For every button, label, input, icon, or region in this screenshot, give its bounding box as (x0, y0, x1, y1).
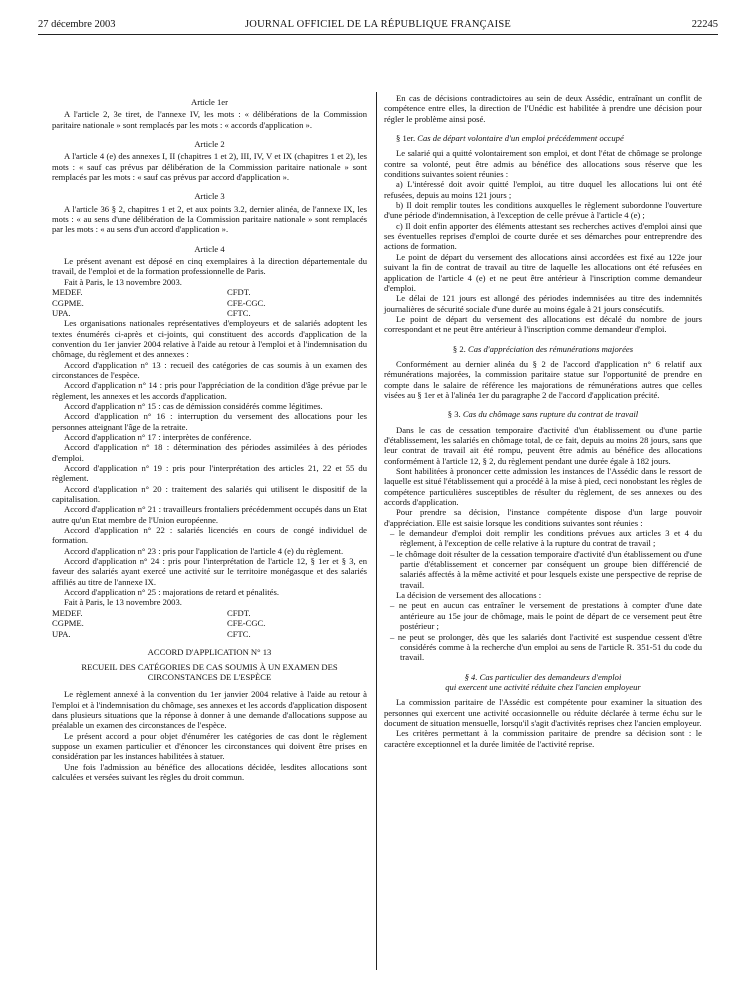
section-3-heading (384, 409, 702, 419)
accord-list-item: Accord d'application n° 18 : détermination des périodes assimilées à des périodes d'emploi. (52, 442, 367, 463)
accord-list-item: Accord d'application n° 21 : travailleurs frontaliers précédemment occupés dans un Etat autre qu'un Etat membre de l'Union européenne. (52, 504, 367, 525)
section-1-heading (384, 133, 702, 143)
signatory: UPA. (52, 307, 71, 318)
signatories-row (52, 287, 367, 297)
dash-list-item: – ne peut en aucun cas entraîner le versement de prestations à compter d'une date antérieure au 15e jour de chômage, mais le point de départ de ce versement peut être postérieur ; (390, 600, 702, 632)
accord-list-item: Accord d'application n° 19 : pris pour l'interprétation des articles 21, 22 et 55 du règlement. (52, 463, 367, 484)
section-title: Cas d'appréciation des rémunérations majorées (467, 343, 634, 354)
accord-list-item: Accord d'application n° 13 : recueil des catégories de cas soumis à un examen des circonstances de l'espèce. (52, 359, 367, 380)
accord-list-item: Accord d'application n° 14 : pris pour l'appréciation de la condition d'âge prévue par le règlement, les annexes et les accords d'application. (52, 380, 367, 401)
accord-list-item: Accord d'application n° 17 : interprètes de conférence. (64, 431, 252, 442)
article-3-title: Article 3 (194, 191, 225, 202)
section-number: § 1er. (396, 133, 416, 144)
signatory: CFTC. (227, 307, 251, 318)
accord-list-item: Accord d'application n° 24 : pris pour l'interprétation de l'article 12, § 1er et § 3, en faveur des salariés ayant exercé une activité sur le territoire monégasque et des salariés affiliés au titre de l'annexe IX. (52, 556, 367, 587)
signing-place-date: Fait à Paris, le 13 novembre 2003. (64, 597, 182, 608)
condition-item: b) Il doit remplir toutes les conditions auxquelles le règlement subordonne l'ouverture d'une période d'indemnisation, à l'exception de celle prévue à l'article 4 (e) ; (384, 200, 702, 221)
body-paragraph: Une fois l'admission au bénéfice des allocations décidée, lesdites allocations sont calculées et versées suivant les règles du droit commun. (52, 761, 367, 782)
signatory: CFE-CGC. (227, 297, 266, 308)
body-paragraph: Le point de départ du versement des allocations est décalé du nombre de jours correspondant et ne peut être antérieur à l'inscription comme demandeur d'emploi. (384, 313, 702, 335)
signatory: CGPME. (52, 297, 84, 308)
body-paragraph: Le point de départ du versement des allocations ainsi accordées est fixé au 122e jour suivant la fin de contrat de travail au titre de laquelle les allocations ont été refusées en application de l'article 4 (e) et ne peut être antérieur à l'inscription comme demandeur d'emploi. (384, 251, 702, 293)
signing-place-date: Fait à Paris, le 13 novembre 2003. (64, 276, 182, 287)
intro-paragraph: Les organisations nationales représentatives d'employeurs et de salariés adoptent les textes énumérés ci-après et ci-joints, qui constituent des accords d'application de la convention du 1er janvier 2004 relative à l'aide au retour à l'emploi et à l'indemnisation du chômage, du règlement et des annexes : (52, 318, 367, 360)
header-rule (38, 34, 718, 35)
accord-13-subheading: RECUEIL DES CATÉGORIES DE CAS SOUMIS À UN EXAMEN DES CIRCONSTANCES DE L'ESPÈCE (81, 662, 338, 683)
accord-list-item: Accord d'application n° 22 : salariés licenciés en cours de congé individuel de formation. (52, 525, 367, 546)
accord-13-heading: ACCORD D'APPLICATION N° 13 (147, 646, 272, 657)
signatories-row (52, 608, 367, 618)
body-paragraph: Sont habilitées à prononcer cette admission les instances de l'Assédic dans le ressort de laquelle est situé l'établissement qui a procédé à la mise à pied, ceci nonobstant les règles de compétence particulières susceptibles de résulter du règlement, de ses annexes ou des accords d'application. (384, 466, 702, 508)
signatories-row (52, 308, 367, 318)
article-1-title: Article 1er (191, 97, 228, 107)
body-paragraph: Le salarié qui a quitté volontairement son emploi, et dont l'état de chômage se prolonge contre sa volonté, peut être admis au bénéfice des allocations sous réserve que les conditions suivantes soient réunies : (384, 148, 702, 180)
dash-list-item: – ne peut se prolonger, dès que les salariés dont l'activité est suspendue cessent d'être considérés comme à la recherche d'un emploi au sens de l'article R. 351-51 du code du travail. (390, 631, 702, 663)
signatory: MEDEF. (52, 287, 83, 298)
header-journal-title: JOURNAL OFFICIEL DE LA RÉPUBLIQUE FRANÇAISE (245, 19, 511, 30)
body-paragraph: Dans le cas de cessation temporaire d'activité d'un établissement ou d'une partie d'établissement, les salariés en chômage total, de ce fait, depuis au moins 28 jours, sans que leur contrat de travail ait été rompu, peuvent être admis au bénéfice des allocations conformément à l'article 12, § 2, du règlement pendant une durée égale à 182 jours. (384, 424, 702, 466)
condition-item: a) L'intéressé doit avoir quitté l'emploi, au titre duquel les allocations lui ont été refusées, depuis au moins 121 jours ; (384, 179, 702, 200)
body-paragraph: Pour prendre sa décision, l'instance compétente dispose d'un large pouvoir d'appréciation. Elle est saisie lorsque les conditions suivantes sont réunies : (384, 507, 702, 528)
body-paragraph: Le délai de 121 jours est allongé des périodes indemnisées au titre des indemnités journalières de sécurité sociale d'une durée au moins égale à 21 jours consécutifs. (384, 293, 702, 314)
article-1-text: A l'article 2, 3e tiret, de l'annexe IV, les mots : « délibérations de la Commission paritaire nationale » sont remplacés par les mots : « accords d'application ». (52, 109, 367, 130)
page-header (38, 18, 718, 32)
dash-list-item: – le chômage doit résulter de la cessation temporaire d'activité d'un établissement ou d'une partie d'établissement et concerner par conséquent un groupe bien différencié de salariés affectés à la même activité et pour lesquels existe une perspective de reprise de travail. (390, 548, 702, 590)
header-page-number: 22245 (691, 19, 718, 30)
body-paragraph: Le présent accord a pour objet d'énumérer les catégories de cas dont le règlement suppose un examen particulier et d'énoncer les circonstances qui doivent être prises en considération par les instances habilitées à statuer. (52, 730, 367, 762)
article-4-text: Le présent avenant est déposé en cinq exemplaires à la direction départementale du travail, de l'emploi et de la formation professionnelle de Paris. (52, 256, 367, 277)
section-4-heading-line-2: qui exercent une activité réduite chez l'ancien employeur (445, 681, 641, 692)
signatories-row (52, 298, 367, 308)
section-number: § 2. (452, 343, 466, 354)
signatories-row (52, 618, 367, 628)
article-4-title: Article 4 (194, 243, 225, 254)
section-title: Cas de départ volontaire d'un emploi précédemment occupé (417, 133, 624, 144)
header-date: 27 décembre 2003 (38, 19, 116, 30)
condition-item: c) Il doit enfin apporter des éléments attestant ses recherches actives d'emploi ainsi que ses éventuelles reprises d'emploi de courte durée et ses démarches pour entreprendre des actions de formation. (384, 220, 702, 252)
signatory: UPA. (52, 628, 71, 639)
signatories-row (52, 629, 367, 639)
body-paragraph: La commission paritaire de l'Assédic est compétente pour examiner la situation des personnes qui exercent une activité occasionnelle ou réduite déclarée à terme échu sur le document de situation mensuelle, lorsqu'il s'agit d'activités reprises chez l'ancien employeur. (384, 697, 702, 728)
article-2-title: Article 2 (194, 139, 225, 150)
accord-list-item: Accord d'application n° 16 : interruption du versement des allocations pour les personnes atteignant l'âge de la retraite. (52, 411, 367, 432)
accord-list-item: Accord d'application n° 20 : traitement des salariés qui utilisent le dispositif de la capitalisation. (52, 483, 367, 505)
signatory: MEDEF. (52, 607, 83, 618)
article-3-text: A l'article 36 § 2, chapitres 1 et 2, et aux points 3.2, dernier alinéa, de l'annexe IX, les mots : « au sens d'une délibération de la Commission paritaire nationale » sont remplacés par les mots : « au sens d'un accord d'application ». (52, 203, 367, 235)
body-paragraph: Conformément au dernier alinéa du § 2 de l'accord d'application n° 6 relatif aux rémunérations majorées, la commission paritaire statue sur l'opportunité de prendre en compte dans le salaire de référence les majorations de rémunérations autres que celles visées au § 1er et à l'alinéa 1er du paragraphe 2 de l'accord d'application précité. (384, 358, 702, 400)
signatory: CFDT. (227, 607, 251, 618)
left-column (52, 93, 367, 782)
body-paragraph: La décision de versement des allocations : (396, 590, 542, 601)
body-paragraph: Les critères permettant à la commission paritaire de prendre sa décision sont : le caractère exceptionnel et la durée limitée de l'activité reprise. (384, 728, 702, 749)
signatory: CFE-CGC. (227, 618, 266, 629)
body-paragraph: Le règlement annexé à la convention du 1er janvier 2004 relative à l'aide au retour à l'emploi et à l'indemnisation du chômage, ses annexes et les accords d'application disposent dans plusieurs situations que la réponse à donner à une demande d'allocations suppose au préalable un examen des circonstances de l'espèce. (52, 689, 367, 731)
section-2-heading (384, 344, 702, 354)
article-2-text: A l'article 4 (e) des annexes I, II (chapitres 1 et 2), III, IV, V et IX (chapitres 1 et 2), les mots : « sauf cas prévus par délibération de la Commission paritaire nationale » sont remplacés par les mots : « sauf cas prévus par accord d'application ». (52, 151, 367, 183)
accord-list-item: Accord d'application n° 23 : pris pour l'application de l'article 4 (e) du règlement. (64, 545, 344, 556)
section-number: § 3. (447, 409, 461, 420)
body-paragraph: En cas de décisions contradictoires au sein de deux Assédic, entraînant un conflit de compétence entre elles, la direction de l'Unédic est habilitée à prendre une décision pour régler le problème ainsi posé. (384, 93, 702, 124)
section-title: Cas du chômage sans rupture du contrat de travail (462, 409, 639, 420)
accord-list-item: Accord d'application n° 25 : majorations de retard et pénalités. (64, 587, 279, 598)
accord-list-item: Accord d'application n° 15 : cas de démission considérés comme légitimes. (64, 400, 323, 411)
dash-list-item: – le demandeur d'emploi doit remplir les conditions prévues aux articles 3 et 4 du règlement, à l'exception de celle relative à la rupture du contrat de travail ; (390, 528, 702, 549)
right-column (384, 93, 702, 749)
section-4-heading-line-1: § 4. Cas particulier des demandeurs d'emploi (464, 671, 622, 682)
signatory: CFTC. (227, 628, 251, 639)
column-divider (376, 92, 377, 970)
signatory: CGPME. (52, 618, 84, 629)
signatory: CFDT. (227, 287, 251, 298)
